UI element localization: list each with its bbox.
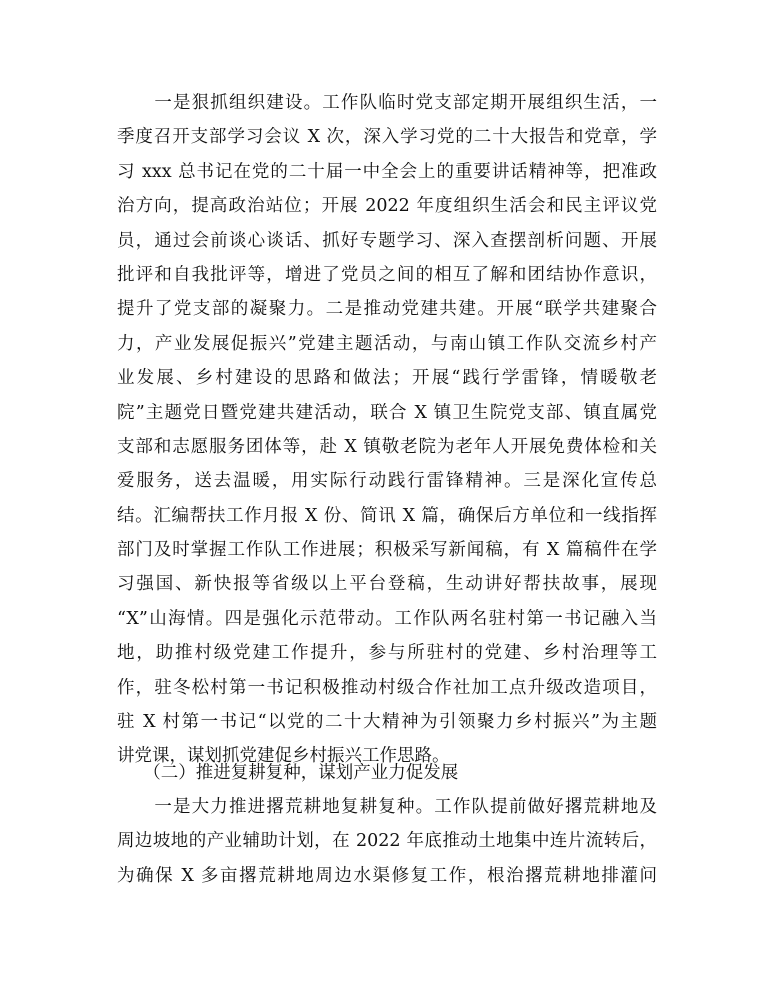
text-line: 支部和志愿服务团体等，赴 X 镇敬老院为老年人开展免费体检和关 bbox=[117, 436, 657, 457]
text-line: 周边坡地的产业辅助计划，在 2022 年底推动土地集中连片流转后， bbox=[117, 831, 657, 852]
text-line: 结。汇编帮扶工作月报 X 份、简讯 X 篇，确保后方单位和一线指挥 bbox=[117, 505, 657, 526]
text-line: 习 xxx 总书记在党的二十届一中全会上的重要讲话精神等，把准政 bbox=[117, 161, 657, 182]
section-heading-text: （二）推进复耕复种，谋划产业力促发展 bbox=[117, 763, 459, 783]
text-line: 治方向，提高政治站位；开展 2022 年度组织生活会和民主评议党 bbox=[117, 196, 657, 217]
paragraph-farmland-recovery bbox=[117, 790, 657, 893]
text-line: 为确保 X 多亩撂荒耕地周边水渠修复工作，根治撂荒耕地排灌问 bbox=[117, 865, 657, 886]
text-line: 驻 X 村第一书记“以党的二十大精神为引领聚力乡村振兴”为主题 bbox=[117, 712, 657, 733]
paragraph-organization-building bbox=[117, 86, 657, 774]
text-line: 爱服务，送去温暖，用实际行动践行雷锋精神。三是深化宣传总 bbox=[117, 471, 657, 492]
text-line: 提升了党支部的凝聚力。二是推动党建共建。开展“联学共建聚合 bbox=[117, 299, 657, 320]
text-line: 批评和自我批评等，增进了党员之间的相互了解和团结协作意识， bbox=[117, 264, 657, 285]
text-line: 习强国、新快报等省级以上平台登稿，生动讲好帮扶故事，展现 bbox=[117, 574, 657, 595]
text-line: 院”主题党日暨党建共建活动，联合 X 镇卫生院党支部、镇直属党 bbox=[117, 402, 657, 423]
text-line: 业发展、乡村建设的思路和做法；开展“践行学雷锋，情暖敬老 bbox=[117, 368, 657, 389]
text-line: 讲党课，谋划抓党建促乡村振兴工作思路。 bbox=[117, 746, 450, 767]
text-line: 部门及时掌握工作队工作进展；积极采写新闻稿，有 X 篇稿件在学 bbox=[117, 540, 657, 561]
text-line: 季度召开支部学习会议 X 次，深入学习党的二十大报告和党章，学 bbox=[117, 127, 657, 148]
section-heading bbox=[117, 756, 657, 790]
text-line: 地，助推村级党建工作提升，参与所驻村的党建、乡村治理等工 bbox=[117, 643, 657, 664]
text-line: 一是大力推进撂荒耕地复耕复种。工作队提前做好撂荒耕地及 bbox=[117, 797, 657, 817]
text-line: “X”山海情。四是强化示范带动。工作队两名驻村第一书记融入当 bbox=[117, 608, 657, 629]
text-line: 作，驻冬松村第一书记积极推动村级合作社加工点升级改造项目， bbox=[117, 677, 657, 698]
text-line: 一是狠抓组织建设。工作队临时党支部定期开展组织生活，一 bbox=[117, 93, 657, 113]
text-line: 员，通过会前谈心谈话、抓好专题学习、深入查摆剖析问题、开展 bbox=[117, 230, 657, 251]
text-line: 力，产业发展促振兴”党建主题活动，与南山镇工作队交流乡村产 bbox=[117, 333, 657, 354]
